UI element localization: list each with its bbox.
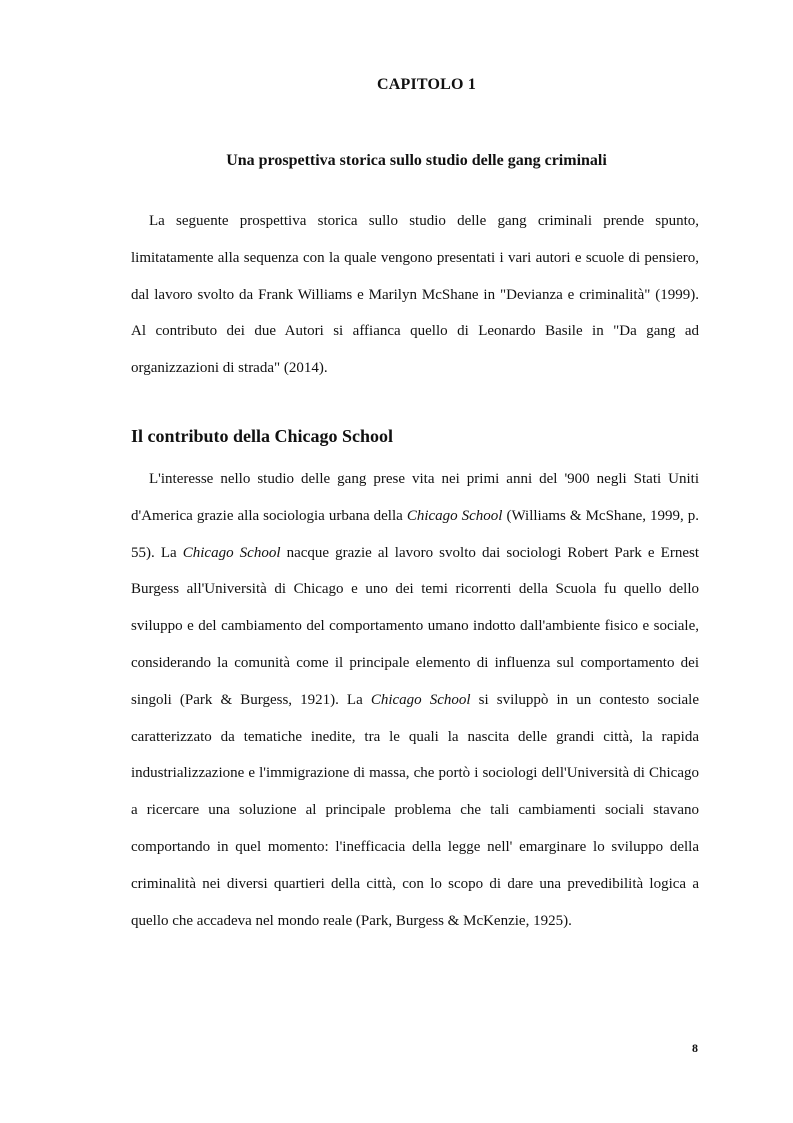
section-paragraph (131, 461, 699, 939)
text-segment: nacque grazie al lavoro svolto dai sociologi Robert Park e Ernest Burgess all'Università di Chicago e uno dei temi ricorrenti della Scuola fu quello dello sviluppo e del cambiamento del comportamento umano indotto dall'ambiente fisico e sociale, considerando la comunità come il principale elemento di influenza sul comportamento dei singoli (Park & Burgess, 1921). La (131, 544, 699, 708)
text-segment: (Williams & McShane, 1999, p. 55). La (131, 507, 699, 561)
chapter-label: CAPITOLO 1 (376, 76, 477, 93)
chapter-title: Una prospettiva storica sullo studio delle gang criminali (226, 152, 607, 169)
text-segment: L'interesse nello studio delle gang prese vita nei primi anni del '900 negli Stati Uniti d'America grazie alla sociologia urbana della (131, 471, 699, 524)
section-heading: Il contributo della Chicago School (131, 426, 394, 446)
intro-paragraph: La seguente prospettiva storica sullo studio delle gang criminali prende spunto, limitatamente alla sequenza con la quale vengono presentati i vari autori e scuole di pensiero, dal lavoro svolto da Frank Williams e Marilyn McShane in "Devianza e criminalità" (1999). Al contributo dei due Autori si affianca quello di Leonardo Basile in "Da gang ad organizzazioni di strada" (2014). (131, 213, 699, 377)
italic-term: Chicago School (406, 507, 503, 524)
text-segment: si sviluppò in un contesto sociale caratterizzato da tematiche inedite, tra le quali la nascita delle grandi città, la rapida industrializzazione e l'immigrazione di massa, che portò i sociologi dell'Università di Chicago a ricercare una soluzione al principale problema che tali cambiamenti sociali stavano comportando in quel momento: l'inefficacia della legge nell' emarginare lo sviluppo della criminalità nei diversi quartieri della città, con lo scopo di dare una prevedibilità logica a quello che accadeva nel mondo reale (Park, Burgess & McKenzie, 1925). (131, 691, 700, 929)
italic-term: Chicago School (182, 544, 281, 561)
page-number: 8 (692, 1041, 698, 1055)
italic-term: Chicago School (370, 691, 471, 708)
